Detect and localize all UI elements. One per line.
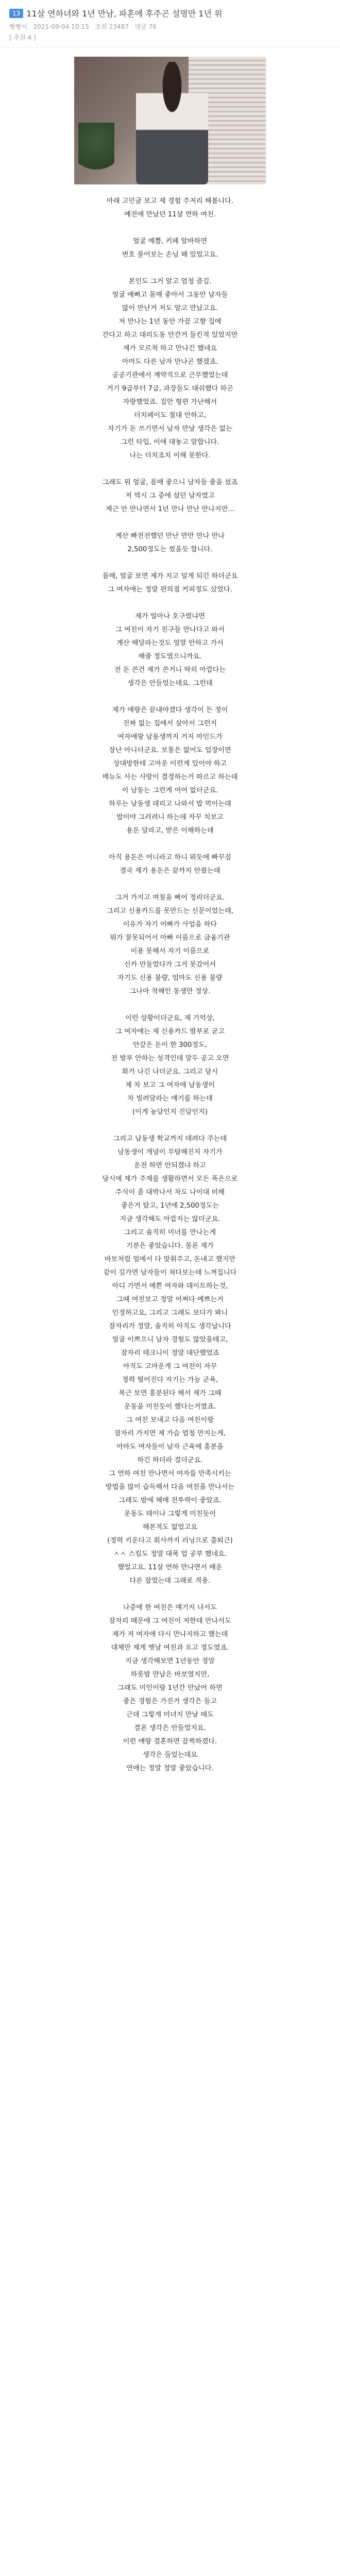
body-line: 화가 나긴 나더군요. 그리고 당시: [122, 1068, 218, 1076]
body-line: 저 만나는 1년 동안 가끔 고향 집에: [118, 318, 222, 326]
body-line: 다른 잡었는데 그래로 적용.: [129, 1577, 211, 1585]
body-line: 그때 여친보고 정말 어쩌다 예쁘는거: [116, 1296, 224, 1303]
body-line: 신카 만들었다가 그거 못갔어서: [124, 961, 216, 969]
body-line: 자랑했었죠. 집안 형편 가난해서: [123, 398, 217, 406]
body-line: 안갚은 돈이 한 300정도,: [133, 1041, 207, 1049]
body-line: 했었고요. 11살 연하 만나면서 배운: [117, 1564, 223, 1571]
title-row: [9, 7, 331, 19]
body-line: 거기 9급부터 7급, 과장들도 대쉬했다 하곤: [107, 385, 233, 393]
body-line: 그 여친 보내고 다음 여친이랑: [126, 1416, 214, 1424]
body-line: 공공기관에서 계약직으로 근무했었는데: [112, 371, 228, 379]
body-line: 그리고 남동생 학교까지 데려다 주는데: [113, 1135, 227, 1143]
body-line: 제 차 보고 그 여자애 남동생이: [125, 1081, 215, 1089]
body-line: 그 여친이 자기 친구들 만나다고 와서: [115, 626, 225, 634]
body-line: 해본적도 없었고요: [142, 1523, 198, 1531]
body-line: 그 여자애는 제 신용카드 발부로 굳고: [115, 1028, 225, 1036]
body-line: [15, 262, 325, 275]
body-line: 얼굴 이쁘으니 남자 경험도 많았을테고,: [112, 1336, 228, 1344]
body-line: 몸매, 얼굴 보면 제가 지고 덜게 되긴 하더군요: [102, 572, 238, 580]
body-line: 그 여자애는 정말 편의점 커피정도 샀었다.: [108, 586, 232, 594]
body-line: 이유가 자기 어빠가 사업을 하다: [123, 921, 217, 928]
photo-image: [74, 57, 266, 184]
body-line: 제가 얼마나 호구였냐면: [135, 613, 205, 620]
body-line: 아래 고민글 보고 제 경험 주저리 해봅니다.: [107, 197, 233, 205]
body-line: 상대방한테 고마운 이런게 있어야 하고: [113, 760, 227, 768]
body-line: [15, 878, 325, 891]
body-line: [15, 516, 325, 530]
body-line: 전 돈 쓴건 제가 쓴거니 딱히 아깝다는: [114, 666, 226, 674]
body-line: 잠자리 때문에 그 여친이 저한테 만나서도: [109, 1617, 231, 1625]
body-line: 메뉴도 사는 사람이 결정하는거 따르고 하는데: [102, 773, 238, 781]
body-line: 저 역시 그 중에 섰던 남자였고: [125, 492, 215, 500]
body-line: 계산 빠전전했던 만난 만만 만나 만나: [115, 532, 225, 540]
post-body: [0, 184, 340, 1788]
body-line: [15, 222, 325, 235]
post-title[interactable]: 11살 연하녀와 1년 만남, 파혼에 후주곤 설명만 1년 위: [26, 9, 223, 19]
body-line: 제가 애랑은 끝내야겠다 생각이 든 정이: [112, 706, 228, 714]
body-line: 본인도 그거 알고 엄청 즐김.: [128, 278, 212, 285]
body-line: 바보처럼 얼에서 다 맞춰주고, 돈내고 했지만: [104, 1256, 236, 1263]
body-line: 해줄 정도였으니까요.: [138, 653, 202, 660]
body-line: 생각은 안들었는데요. 그런데: [127, 680, 213, 687]
post-photo: [0, 57, 340, 184]
author-name[interactable]: 빵빵이: [9, 23, 27, 30]
body-line: 이런 상황이더군요, 제 기억상,: [125, 1014, 215, 1022]
body-line: 복근 보면 흥분된다 해서 제가 그때: [118, 1389, 222, 1397]
body-line: 제가 저 여자애 다시 만나지하고 했는데: [112, 1631, 228, 1638]
body-line: 운동을 미친듯이 했다는거였죠.: [124, 1403, 216, 1411]
body-line: 당시에 제가 주제를 생활하면서 모든 폭은으로: [102, 1175, 238, 1183]
body-line: (정력 키운다고 회사까지 러닝으로 출퇴근): [107, 1537, 233, 1545]
post-header: [0, 0, 340, 47]
body-line: 기분은 좋았습니다. 물론 제가: [126, 1242, 214, 1250]
body-line: 많이 만난거 저도 알고 만났고요.: [122, 304, 218, 312]
body-line: 제근 안 만나면서 1년 만나 만난 만나지만...: [106, 505, 234, 513]
body-line: 진짜 없는 집에서 살아서 그런지: [123, 720, 217, 727]
post-date: 2021-09-04 10:15: [33, 23, 89, 30]
body-line: 여자애랑 남동생까지 거지 마인드가: [117, 733, 223, 741]
body-line: 나는 더치조치 이해 못한다.: [129, 452, 211, 460]
body-line: 그 연하 여친 만나면서 여자를 만족시키는: [109, 1470, 231, 1478]
body-line: [15, 463, 325, 476]
body-line: 결론 생각은 안들었지요.: [134, 1724, 206, 1732]
body-line: [15, 556, 325, 570]
body-line: 잠자리가 정말, 솔직히 아직도 생각납니다: [109, 1323, 231, 1330]
body-line: 자기가 돈 쓰기면서 남자 만날 생각은 없는: [108, 425, 232, 433]
body-line: 주식이 좀 대박나서 차도 나이대 비해: [115, 1189, 225, 1196]
plant: [78, 123, 114, 184]
body-line: 용돈 달라고, 받은 이해하는데: [126, 827, 214, 835]
body-line: 좋은 경험은 가진거 생각은 들고: [123, 1698, 217, 1705]
body-line: 아마도 다른 남자 만나곤 했겠죠.: [122, 358, 218, 366]
body-line: 그리고 솔직히 미녀를 만나는게: [124, 1229, 216, 1236]
category-badge: 13: [9, 9, 23, 18]
recommend-count: [ 추천 4 ]: [9, 34, 36, 41]
body-line: 생각은 들었는데요: [142, 1751, 198, 1759]
body-line: 얼굴 예뻐고 몸매 좋아서 그동안 남자들: [112, 291, 228, 299]
body-line: 그리고 신용카드를 못만드는 신문이었는데,: [106, 907, 234, 915]
body-line: 하긴 하더라 걸더군요.: [137, 1456, 203, 1464]
body-line: 밥이야 그러려니 하는데 자꾸 치보고: [116, 814, 224, 821]
body-line: [15, 998, 325, 1012]
body-line: (이게 농담인지 진담인지): [132, 1108, 208, 1116]
body-line: 얼굴 예쁨, 키페 알바하면: [132, 238, 208, 245]
view-count: 조회 23487: [95, 23, 129, 30]
body-line: 계산 해달라는것도 얼말 안하고 가서: [116, 639, 224, 647]
body-line: 지금 생각해도 아깝지는 않더군요.: [120, 1215, 220, 1223]
body-line: ㅅㅅ 스킬도 정말 대폭 업 공부 했네요.: [113, 1550, 227, 1558]
body-line: [15, 1119, 325, 1132]
body-line: 하루는 남동생 데리고 나와서 밥 먹이는데: [109, 800, 231, 808]
body-line: 좋은거 탔고, 1년에 2,500정도는: [121, 1202, 219, 1210]
body-line: 방법을 많이 습득해서 다음 여친을 만나서는: [105, 1483, 235, 1491]
body-line: 아직도 고마운게 그 여친이 자꾸: [123, 1363, 217, 1370]
body-line: 제가 모르척 하고 만나긴 했네요: [123, 345, 217, 352]
body-line: 연애는 정말 정말 좋았습니다.: [126, 1765, 214, 1772]
body-line: 운동도 테이나 그렇게 미친듯이: [124, 1510, 216, 1518]
post-meta: [9, 22, 331, 31]
body-line: 예전에 만났던 11살 연하 여친.: [124, 211, 216, 218]
body-line: 지금 생각해보면 1년동안 정말: [125, 1657, 215, 1665]
body-line: 정력 떨어진다 자기는 가능 군욕,: [122, 1376, 218, 1384]
body-line: 그래도 뭐 얼굴, 몸매 좋으니 남자들 줄을 섰죠: [102, 479, 238, 486]
body-line: 2,500정도는 썼을듯 합니다.: [127, 546, 213, 553]
body-line: 그런 타입, 이에 대놓고 말합니다.: [121, 438, 219, 446]
body-line: 자기도 신용 불량, 엄마도 신용 불량: [117, 974, 223, 982]
body-line: 간다고 하고 대리도동 안간거 들킨적 있었지만: [102, 331, 238, 339]
body-line: 더치페이도 절대 안하고,: [134, 412, 206, 419]
body-line: 아마도 여자들이 남자 근육에 흥분을: [116, 1443, 224, 1451]
body-line: 근데 그렇게 미녀지 만날 때도: [126, 1711, 214, 1719]
body-line: [15, 1588, 325, 1601]
body-line: 그래도 밤에 헤매 전투력이 좋았죠.: [118, 1497, 222, 1504]
body-line: 차 빌려달라는 얘기를 하는데: [127, 1095, 213, 1103]
body-line: 대체만 제게 옛날 여친과 오고 정도였죠.: [111, 1644, 229, 1652]
body-line: [15, 597, 325, 610]
body-line: 번호 물어보는 손님 왜 있었고요.: [122, 251, 218, 259]
body-line: 아직 용돈은 어니라고 하니 뭐듯에 빠꾸짐: [109, 854, 231, 861]
body-line: [15, 838, 325, 851]
comment-count[interactable]: 댓글 76: [134, 23, 157, 30]
body-line: 이용 못해서 자기 이름으로: [130, 947, 210, 955]
body-line: 잠자리 가지면 제 가슴 엄청 만지는게,: [114, 1430, 226, 1437]
body-line: 운전 하면 안되겠냐 하고: [134, 1162, 206, 1170]
body-line: [15, 690, 325, 704]
body-line: 그나마 착해인 동생만 정상.: [129, 988, 211, 995]
body-line: 나중에 한 여친은 얘기지 나서도: [123, 1604, 217, 1612]
body-line: 아디 가면서 예쁜 여자와 데이트하는것,: [112, 1282, 228, 1290]
body-line: 남동생이 개념이 무탐해진지 자기가: [117, 1148, 223, 1156]
body-line: 장난 아니더군요. 보통은 없어도 입장이면: [109, 747, 231, 754]
body-line: 같이 길가면 남자들이 쳐다보는데 느껴집니다: [103, 1269, 237, 1277]
body-line: 전 발부 안하는 성격인데 말두 공고 오면: [111, 1055, 229, 1062]
body-line: 이 남동는 그런게 어어 없더군요.: [122, 787, 218, 794]
person-figure: [136, 62, 208, 184]
body-line: 인정하고요, 그리고 그래도 보다가 봐니: [112, 1309, 228, 1317]
body-line: 이런 얘랑 결혼하면 끔찍하겠다.: [123, 1738, 217, 1745]
body-line: 뭐가 잘못되어서 아빠 이름으로 금융기관: [110, 934, 230, 942]
body-line: 하룻밤 만남은 바보였지만,: [130, 1671, 210, 1679]
body-line: 그래도 미인이랑 1년간 만났어 하면: [117, 1684, 223, 1692]
body-line: 결국 제가 용돈은 끝까지 안줬는데: [120, 867, 220, 875]
body-line: 그거 가지고 며칠을 삐어 정리더군요.: [115, 894, 225, 902]
body-line: 잠자리 테크니이 정말 대단했었죠: [121, 1349, 219, 1357]
